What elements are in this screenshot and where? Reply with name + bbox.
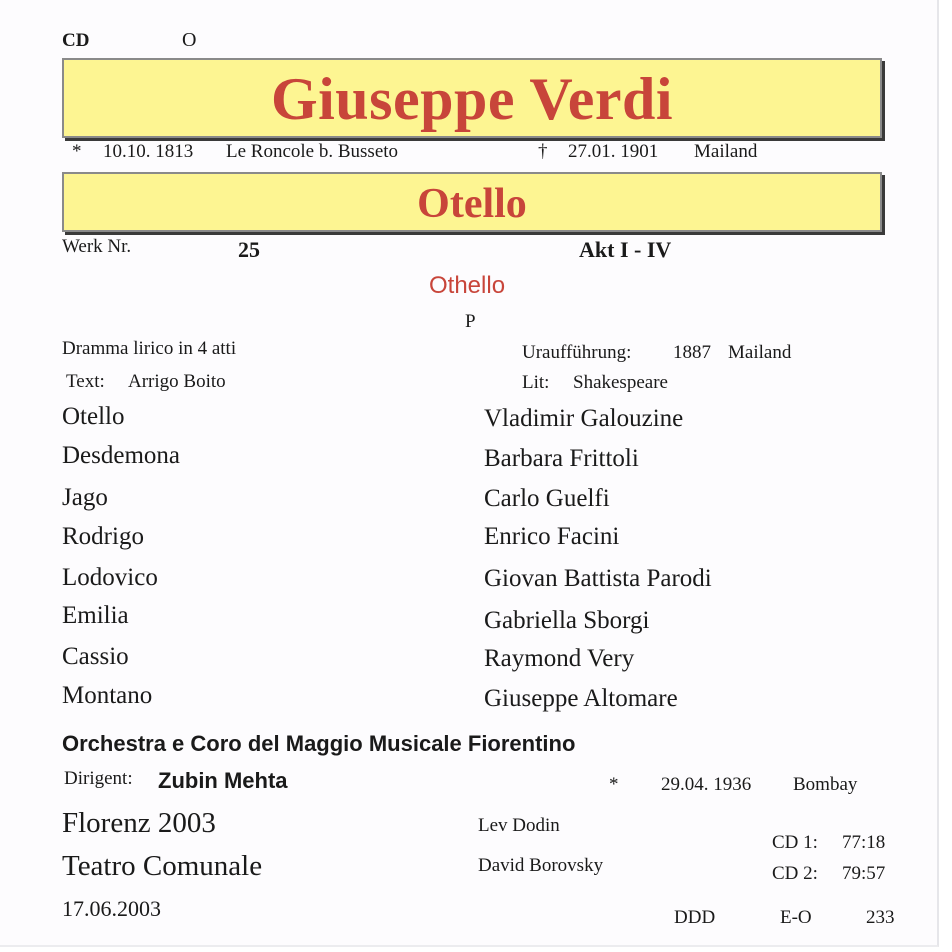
- conductor-birth-place: Bombay: [793, 774, 858, 795]
- cast-role: Emilia: [62, 602, 129, 629]
- format-label: CD: [62, 30, 90, 51]
- header-marker: O: [182, 29, 197, 51]
- cast-singer: Barbara Frittoli: [484, 445, 639, 472]
- cast-role: Montano: [62, 682, 153, 709]
- cast-singer: Giuseppe Altomare: [484, 685, 678, 712]
- work-number: 25: [238, 237, 260, 262]
- catalog-number: 233: [866, 907, 895, 928]
- premiere-place: Mailand: [728, 342, 792, 363]
- premiere-label: Uraufführung:: [522, 342, 632, 363]
- cd1-duration: 77:18: [842, 832, 886, 853]
- composer-death-symbol: †: [538, 141, 548, 162]
- work-number-label: Werk Nr.: [62, 236, 132, 257]
- stage-director: Lev Dodin: [478, 815, 560, 836]
- cast-role: Otello: [62, 403, 125, 430]
- cast-role: Lodovico: [62, 564, 158, 591]
- cast-singer: Vladimir Galouzine: [484, 405, 684, 432]
- cast-singer: Giovan Battista Parodi: [484, 565, 712, 592]
- text-label: Text:: [66, 371, 105, 392]
- cd2-duration: 79:57: [842, 863, 886, 884]
- stage-designer: David Borovsky: [478, 855, 604, 876]
- cast-singer: Enrico Facini: [484, 523, 620, 550]
- composer-death-place: Mailand: [694, 141, 758, 162]
- audio-code: DDD: [674, 907, 716, 928]
- conductor-birth-date: 29.04. 1936: [661, 774, 752, 795]
- premiere-year: 1887: [673, 342, 711, 363]
- cd2-label: CD 2:: [772, 863, 818, 884]
- region-code: E-O: [780, 907, 812, 928]
- composer-birth-place: Le Roncole b. Busseto: [226, 141, 399, 162]
- lit-label: Lit:: [522, 372, 550, 393]
- cd1-label: CD 1:: [772, 832, 818, 853]
- composer-name: Giuseppe Verdi: [270, 66, 674, 132]
- librettist: Arrigo Boito: [128, 371, 226, 392]
- opera-banner: [62, 172, 882, 232]
- cast-role: Desdemona: [62, 442, 181, 469]
- alternate-title: Othello: [429, 272, 506, 299]
- recording-date: 17.06.2003: [62, 896, 161, 921]
- ensemble: Orchestra e Coro del Maggio Musicale Fiorentino: [62, 731, 576, 756]
- composer-banner: [62, 58, 882, 138]
- acts: Akt I - IV: [579, 237, 672, 262]
- cast-singer: Carlo Guelfi: [484, 485, 610, 512]
- composer-birth-symbol: *: [72, 141, 82, 162]
- work-marker: P: [465, 311, 476, 332]
- cast-role: Jago: [62, 484, 108, 511]
- composer-birth-date: 10.10. 1813: [103, 141, 194, 162]
- opera-title: Otello: [417, 181, 527, 227]
- cast-singer: Gabriella Sborgi: [484, 607, 650, 634]
- conductor-label: Dirigent:: [64, 768, 133, 789]
- genre: Dramma lirico in 4 atti: [62, 338, 237, 359]
- cast-singer: Raymond Very: [484, 645, 635, 672]
- conductor-birth-symbol: *: [609, 774, 619, 795]
- recording-city-year: Florenz 2003: [62, 807, 216, 839]
- recording-venue: Teatro Comunale: [62, 850, 263, 882]
- conductor-name: Zubin Mehta: [158, 768, 288, 793]
- cast-role: Cassio: [62, 643, 129, 670]
- composer-death-date: 27.01. 1901: [568, 141, 659, 162]
- cast-role: Rodrigo: [62, 523, 144, 550]
- literary-source: Shakespeare: [573, 372, 668, 393]
